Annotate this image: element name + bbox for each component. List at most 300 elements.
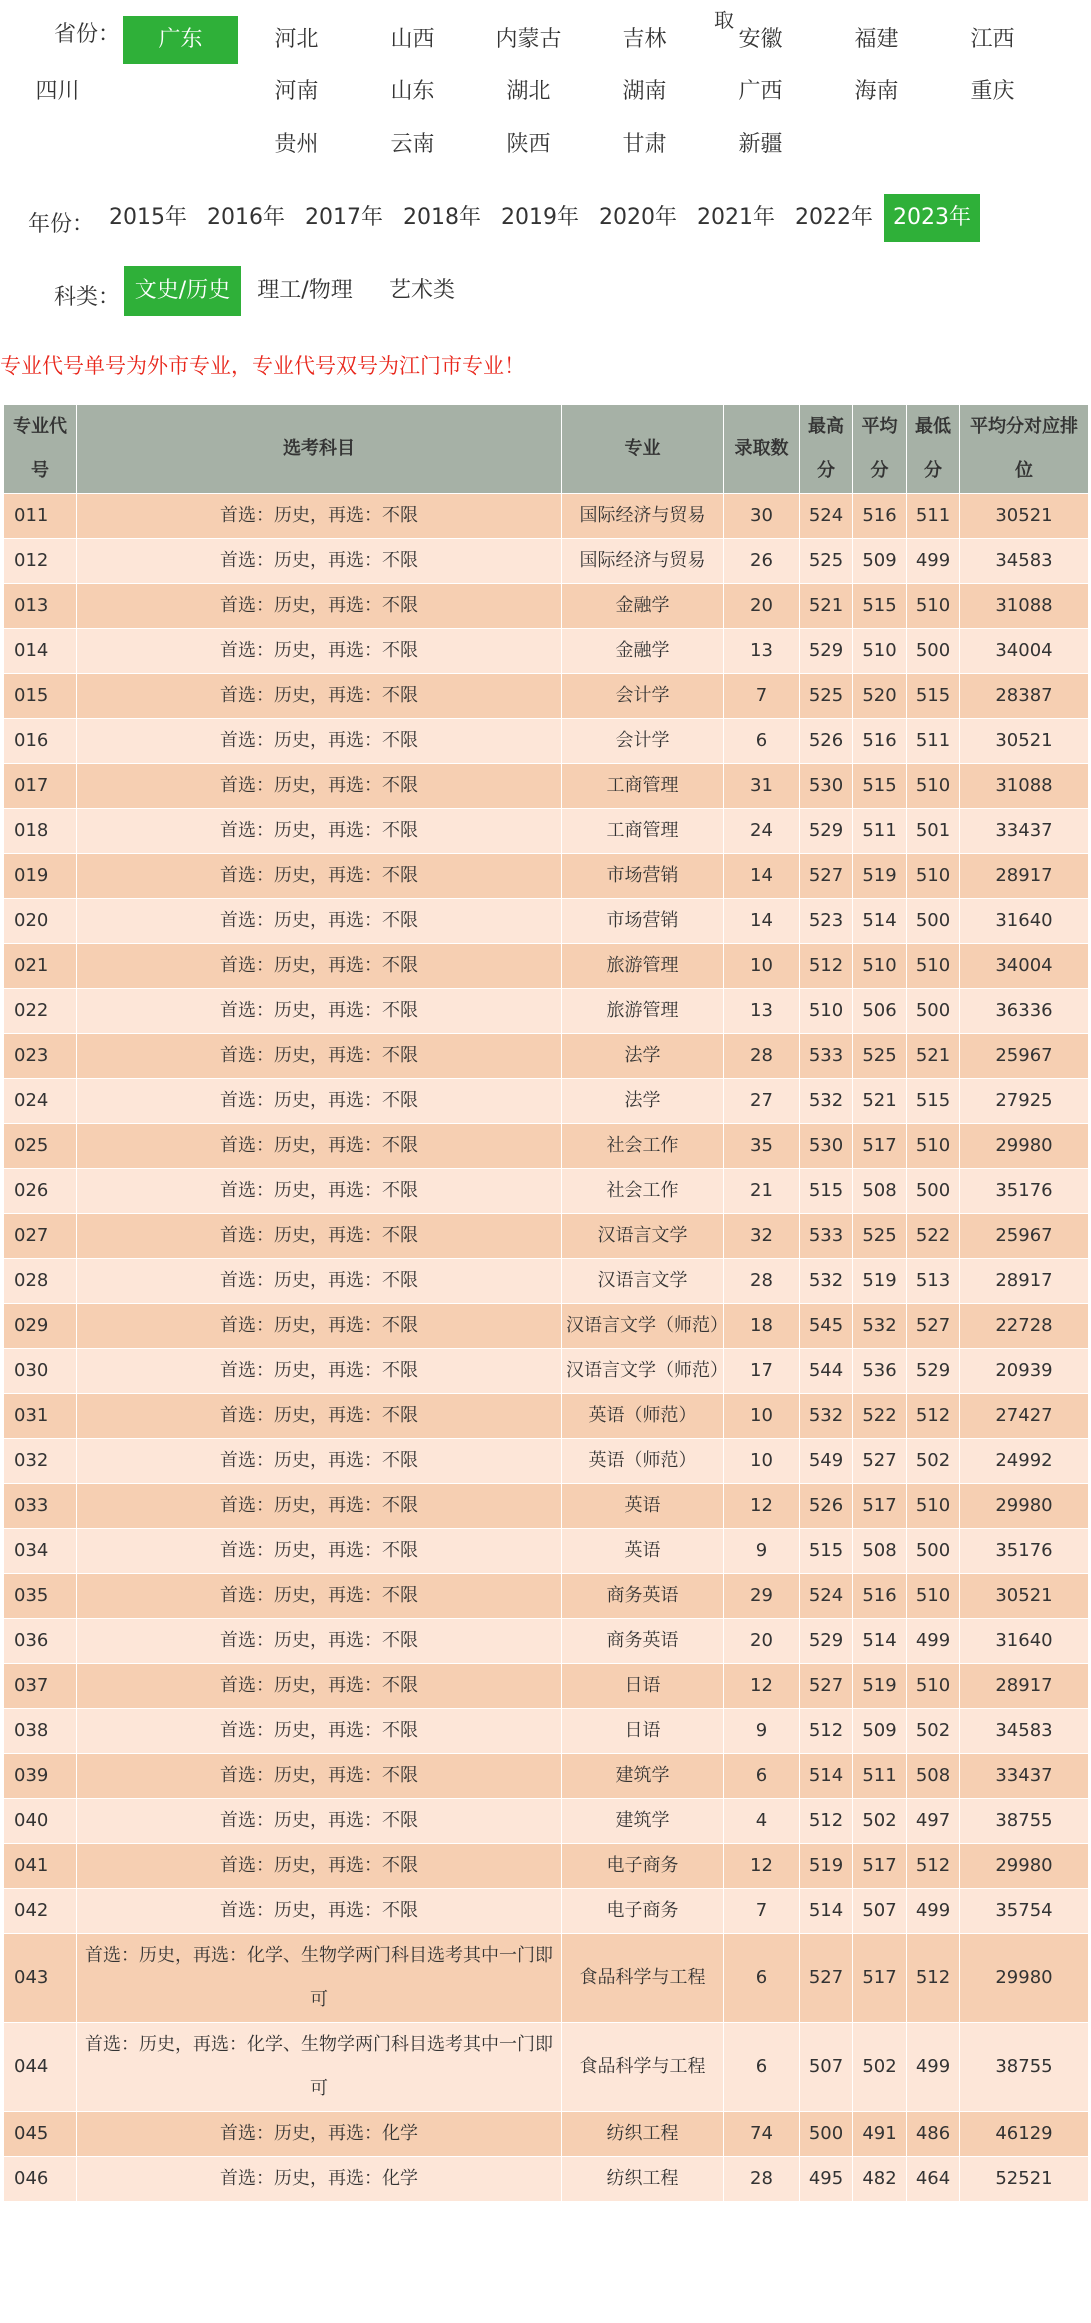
major-code-cell: 022 — [4, 989, 77, 1034]
province-option[interactable]: 贵州 — [274, 132, 319, 157]
max-score-cell: 524 — [800, 1574, 853, 1619]
min-score-cell: 500 — [907, 629, 960, 674]
province-option[interactable]: 安徽 — [738, 27, 783, 52]
min-score-cell: 510 — [907, 854, 960, 899]
table-row — [4, 1709, 1089, 1754]
min-score-cell: 512 — [907, 1934, 960, 2023]
min-score-cell: 502 — [907, 1709, 960, 1754]
table-row — [4, 494, 1089, 539]
subject-requirement-cell: 首选：历史，再选：不限 — [77, 1754, 562, 1799]
admitted-count-cell: 6 — [724, 719, 800, 764]
avg-rank-cell: 20939 — [960, 1349, 1089, 1394]
max-score-cell: 532 — [800, 1259, 853, 1304]
major-code-cell: 016 — [4, 719, 77, 764]
column-header: 选考科目 — [77, 405, 562, 494]
year-option[interactable]: 2015年 — [109, 205, 187, 230]
admitted-count-cell: 13 — [724, 989, 800, 1034]
table-row — [4, 1619, 1089, 1664]
table-header-row — [4, 405, 1089, 494]
major-name-cell: 旅游管理 — [562, 944, 724, 989]
min-score-cell: 521 — [907, 1034, 960, 1079]
avg-score-cell: 507 — [853, 1889, 907, 1934]
major-code-cell: 011 — [4, 494, 77, 539]
admitted-count-cell: 28 — [724, 1034, 800, 1079]
max-score-cell: 507 — [800, 2023, 853, 2112]
avg-rank-cell: 31640 — [960, 899, 1089, 944]
min-score-cell: 510 — [907, 584, 960, 629]
major-name-cell: 工商管理 — [562, 809, 724, 854]
admitted-count-cell: 31 — [724, 764, 800, 809]
year-option[interactable]: 2023年 — [884, 194, 980, 242]
subject-requirement-cell: 首选：历史，再选：不限 — [77, 1394, 562, 1439]
admitted-count-cell: 74 — [724, 2112, 800, 2157]
major-code-cell: 040 — [4, 1799, 77, 1844]
admitted-count-cell: 32 — [724, 1214, 800, 1259]
subject-requirement-cell: 首选：历史，再选：不限 — [77, 1349, 562, 1394]
major-code-cell: 014 — [4, 629, 77, 674]
major-name-cell: 社会工作 — [562, 1124, 724, 1169]
major-name-cell: 日语 — [562, 1709, 724, 1754]
major-name-cell: 商务英语 — [562, 1619, 724, 1664]
subject-requirement-cell: 首选：历史，再选：不限 — [77, 719, 562, 764]
column-header: 录取数 — [724, 405, 800, 494]
avg-score-cell: 517 — [853, 1484, 907, 1529]
table-row — [4, 809, 1089, 854]
admitted-count-cell: 20 — [724, 584, 800, 629]
admitted-count-cell: 21 — [724, 1169, 800, 1214]
year-option[interactable]: 2016年 — [207, 205, 285, 230]
subject-requirement-cell: 首选：历史，再选：化学 — [77, 2157, 562, 2202]
avg-rank-cell: 24992 — [960, 1439, 1089, 1484]
min-score-cell: 512 — [907, 1844, 960, 1889]
avg-score-cell: 519 — [853, 854, 907, 899]
province-option[interactable]: 陕西 — [506, 132, 551, 157]
table-body — [4, 494, 1089, 2202]
major-code-cell: 017 — [4, 764, 77, 809]
admitted-count-cell: 9 — [724, 1709, 800, 1754]
major-code-cell: 046 — [4, 2157, 77, 2202]
year-option[interactable]: 2017年 — [305, 205, 383, 230]
max-score-cell: 544 — [800, 1349, 853, 1394]
max-score-cell: 515 — [800, 1529, 853, 1574]
major-code-cell: 019 — [4, 854, 77, 899]
major-code-cell: 013 — [4, 584, 77, 629]
table-row — [4, 764, 1089, 809]
max-score-cell: 532 — [800, 1079, 853, 1124]
max-score-cell: 529 — [800, 809, 853, 854]
major-code-cell: 037 — [4, 1664, 77, 1709]
avg-score-cell: 509 — [853, 1709, 907, 1754]
avg-rank-cell: 31088 — [960, 764, 1089, 809]
max-score-cell: 545 — [800, 1304, 853, 1349]
max-score-cell: 533 — [800, 1034, 853, 1079]
min-score-cell: 527 — [907, 1304, 960, 1349]
subject-requirement-cell: 首选：历史，再选：不限 — [77, 1439, 562, 1484]
min-score-cell: 511 — [907, 719, 960, 764]
major-name-cell: 电子商务 — [562, 1844, 724, 1889]
table-row — [4, 2112, 1089, 2157]
subject-requirement-cell: 首选：历史，再选：化学、生物学两门科目选考其中一门即可 — [77, 2023, 562, 2112]
admitted-count-cell: 24 — [724, 809, 800, 854]
major-name-cell: 金融学 — [562, 584, 724, 629]
column-header: 平均分 — [853, 405, 907, 494]
major-name-cell: 会计学 — [562, 719, 724, 764]
max-score-cell: 533 — [800, 1214, 853, 1259]
admitted-count-cell: 10 — [724, 1439, 800, 1484]
avg-rank-cell: 35176 — [960, 1169, 1089, 1214]
min-score-cell: 500 — [907, 1529, 960, 1574]
avg-score-cell: 527 — [853, 1439, 907, 1484]
major-name-cell: 纺织工程 — [562, 2157, 724, 2202]
major-name-cell: 汉语言文学 — [562, 1259, 724, 1304]
avg-score-cell: 508 — [853, 1169, 907, 1214]
admitted-count-cell: 26 — [724, 539, 800, 584]
table-row — [4, 854, 1089, 899]
province-option[interactable]: 山西 — [390, 27, 435, 52]
major-name-cell: 英语 — [562, 1484, 724, 1529]
major-code-cell: 020 — [4, 899, 77, 944]
avg-rank-cell: 38755 — [960, 1799, 1089, 1844]
province-option[interactable]: 吉林 — [622, 27, 667, 52]
max-score-cell: 527 — [800, 854, 853, 899]
max-score-cell: 519 — [800, 1844, 853, 1889]
province-option[interactable]: 广西 — [738, 79, 783, 104]
avg-score-cell: 536 — [853, 1349, 907, 1394]
avg-score-cell: 502 — [853, 1799, 907, 1844]
admitted-count-cell: 28 — [724, 2157, 800, 2202]
avg-score-cell: 516 — [853, 719, 907, 764]
major-name-cell: 建筑学 — [562, 1799, 724, 1844]
avg-score-cell: 506 — [853, 989, 907, 1034]
subject-requirement-cell: 首选：历史，再选：不限 — [77, 854, 562, 899]
min-score-cell: 522 — [907, 1214, 960, 1259]
admitted-count-cell: 6 — [724, 1754, 800, 1799]
table-row — [4, 584, 1089, 629]
avg-score-cell: 511 — [853, 1754, 907, 1799]
avg-score-cell: 514 — [853, 899, 907, 944]
avg-rank-cell: 46129 — [960, 2112, 1089, 2157]
avg-score-cell: 525 — [853, 1034, 907, 1079]
table-row — [4, 1799, 1089, 1844]
avg-score-cell: 517 — [853, 1124, 907, 1169]
table-row — [4, 1664, 1089, 1709]
avg-score-cell: 522 — [853, 1394, 907, 1439]
major-code-cell: 030 — [4, 1349, 77, 1394]
admitted-count-cell: 12 — [724, 1484, 800, 1529]
province-option[interactable]: 河南 — [274, 79, 319, 104]
avg-rank-cell: 36336 — [960, 989, 1089, 1034]
major-code-cell: 043 — [4, 1934, 77, 2023]
max-score-cell: 512 — [800, 1799, 853, 1844]
min-score-cell: 500 — [907, 899, 960, 944]
admitted-count-cell: 12 — [724, 1844, 800, 1889]
min-score-cell: 500 — [907, 989, 960, 1034]
max-score-cell: 514 — [800, 1754, 853, 1799]
subject-requirement-cell: 首选：历史，再选：不限 — [77, 989, 562, 1034]
major-name-cell: 英语 — [562, 1529, 724, 1574]
subject-requirement-cell: 首选：历史，再选：不限 — [77, 1574, 562, 1619]
avg-rank-cell: 22728 — [960, 1304, 1089, 1349]
max-score-cell: 526 — [800, 1484, 853, 1529]
subject-requirement-cell: 首选：历史，再选：不限 — [77, 809, 562, 854]
min-score-cell: 499 — [907, 2023, 960, 2112]
table-row — [4, 1844, 1089, 1889]
max-score-cell: 529 — [800, 1619, 853, 1664]
min-score-cell: 510 — [907, 1484, 960, 1529]
table-row — [4, 1529, 1089, 1574]
major-name-cell: 纺织工程 — [562, 2112, 724, 2157]
avg-score-cell: 525 — [853, 1214, 907, 1259]
table-row — [4, 1574, 1089, 1619]
year-option[interactable]: 2022年 — [795, 205, 873, 230]
category-option[interactable]: 理工/物理 — [257, 278, 353, 303]
major-code-cell: 036 — [4, 1619, 77, 1664]
category-label: 科类： — [54, 285, 121, 310]
min-score-cell: 464 — [907, 2157, 960, 2202]
column-header: 专业 — [562, 405, 724, 494]
max-score-cell: 495 — [800, 2157, 853, 2202]
major-code-cell: 034 — [4, 1529, 77, 1574]
admitted-count-cell: 7 — [724, 674, 800, 719]
subject-requirement-cell: 首选：历史，再选：不限 — [77, 764, 562, 809]
max-score-cell: 521 — [800, 584, 853, 629]
admitted-count-cell: 30 — [724, 494, 800, 539]
min-score-cell: 512 — [907, 1394, 960, 1439]
major-code-cell: 041 — [4, 1844, 77, 1889]
admitted-count-cell: 10 — [724, 1394, 800, 1439]
min-score-cell: 499 — [907, 1619, 960, 1664]
admitted-count-cell: 14 — [724, 854, 800, 899]
year-label: 年份： — [28, 212, 95, 237]
subject-requirement-cell: 首选：历史，再选：不限 — [77, 494, 562, 539]
major-name-cell: 日语 — [562, 1664, 724, 1709]
subject-requirement-cell: 首选：历史，再选：不限 — [77, 584, 562, 629]
min-score-cell: 510 — [907, 1574, 960, 1619]
min-score-cell: 513 — [907, 1259, 960, 1304]
subject-requirement-cell: 首选：历史，再选：化学、生物学两门科目选考其中一门即可 — [77, 1934, 562, 2023]
subject-requirement-cell: 首选：历史，再选：化学 — [77, 2112, 562, 2157]
category-option[interactable]: 艺术类 — [388, 278, 455, 303]
subject-requirement-cell: 首选：历史，再选：不限 — [77, 1079, 562, 1124]
major-code-cell: 033 — [4, 1484, 77, 1529]
avg-rank-cell: 30521 — [960, 494, 1089, 539]
major-code-cell: 032 — [4, 1439, 77, 1484]
avg-score-cell: 517 — [853, 1934, 907, 2023]
min-score-cell: 497 — [907, 1799, 960, 1844]
avg-score-cell: 482 — [853, 2157, 907, 2202]
table-row — [4, 1439, 1089, 1484]
major-name-cell: 法学 — [562, 1034, 724, 1079]
major-name-cell: 电子商务 — [562, 1889, 724, 1934]
major-name-cell: 市场营销 — [562, 854, 724, 899]
major-code-cell: 031 — [4, 1394, 77, 1439]
major-name-cell: 英语（师范） — [562, 1439, 724, 1484]
table-row — [4, 1889, 1089, 1934]
subject-requirement-cell: 首选：历史，再选：不限 — [77, 674, 562, 719]
province-option[interactable]: 四川 — [35, 79, 80, 104]
subject-requirement-cell: 首选：历史，再选：不限 — [77, 1619, 562, 1664]
max-score-cell: 500 — [800, 2112, 853, 2157]
subject-requirement-cell: 首选：历史，再选：不限 — [77, 1529, 562, 1574]
avg-rank-cell: 29980 — [960, 1484, 1089, 1529]
major-code-cell: 029 — [4, 1304, 77, 1349]
max-score-cell: 527 — [800, 1664, 853, 1709]
avg-rank-cell: 25967 — [960, 1214, 1089, 1259]
major-code-cell: 025 — [4, 1124, 77, 1169]
major-code-cell: 021 — [4, 944, 77, 989]
avg-score-cell: 491 — [853, 2112, 907, 2157]
min-score-cell: 501 — [907, 809, 960, 854]
province-option[interactable]: 江西 — [970, 27, 1015, 52]
avg-rank-cell: 25967 — [960, 1034, 1089, 1079]
admitted-count-cell: 35 — [724, 1124, 800, 1169]
admission-score-table — [3, 404, 1089, 2202]
max-score-cell: 530 — [800, 1124, 853, 1169]
major-code-cell: 023 — [4, 1034, 77, 1079]
admitted-count-cell: 18 — [724, 1304, 800, 1349]
major-name-cell: 法学 — [562, 1079, 724, 1124]
table-row — [4, 1079, 1089, 1124]
avg-rank-cell: 35176 — [960, 1529, 1089, 1574]
avg-rank-cell: 31088 — [960, 584, 1089, 629]
table-row — [4, 629, 1089, 674]
min-score-cell: 499 — [907, 539, 960, 584]
avg-score-cell: 511 — [853, 809, 907, 854]
subject-requirement-cell: 首选：历史，再选：不限 — [77, 1034, 562, 1079]
year-option[interactable]: 2021年 — [697, 205, 775, 230]
table-row — [4, 1169, 1089, 1214]
avg-score-cell: 519 — [853, 1664, 907, 1709]
major-code-cell: 015 — [4, 674, 77, 719]
min-score-cell: 510 — [907, 1124, 960, 1169]
subject-requirement-cell: 首选：历史，再选：不限 — [77, 1169, 562, 1214]
admitted-count-cell: 27 — [724, 1079, 800, 1124]
avg-rank-cell: 38755 — [960, 2023, 1089, 2112]
avg-rank-cell: 33437 — [960, 809, 1089, 854]
max-score-cell: 523 — [800, 899, 853, 944]
max-score-cell: 526 — [800, 719, 853, 764]
avg-score-cell: 510 — [853, 629, 907, 674]
subject-requirement-cell: 首选：历史，再选：不限 — [77, 1124, 562, 1169]
subject-requirement-cell: 首选：历史，再选：不限 — [77, 539, 562, 584]
max-score-cell: 514 — [800, 1889, 853, 1934]
avg-score-cell: 508 — [853, 1529, 907, 1574]
min-score-cell: 510 — [907, 764, 960, 809]
avg-rank-cell: 28387 — [960, 674, 1089, 719]
category-option[interactable]: 文史/历史 — [124, 266, 241, 316]
table-row — [4, 1124, 1089, 1169]
avg-rank-cell: 31640 — [960, 1619, 1089, 1664]
avg-score-cell: 521 — [853, 1079, 907, 1124]
max-score-cell: 512 — [800, 1709, 853, 1754]
province-option[interactable]: 广东 — [123, 16, 238, 64]
major-name-cell: 汉语言文学（师范） — [562, 1349, 724, 1394]
province-option[interactable]: 湖南 — [622, 79, 667, 104]
year-option[interactable]: 2020年 — [599, 205, 677, 230]
admitted-count-cell: 10 — [724, 944, 800, 989]
avg-score-cell: 520 — [853, 674, 907, 719]
table-row — [4, 1934, 1089, 2023]
province-option[interactable]: 河北 — [274, 27, 319, 52]
avg-rank-cell: 33437 — [960, 1754, 1089, 1799]
major-code-cell: 039 — [4, 1754, 77, 1799]
province-option[interactable]: 新疆 — [738, 132, 783, 157]
province-option[interactable]: 重庆 — [970, 79, 1015, 104]
province-option[interactable]: 海南 — [854, 79, 899, 104]
admitted-count-cell: 4 — [724, 1799, 800, 1844]
province-option[interactable]: 山东 — [390, 79, 435, 104]
max-score-cell: 530 — [800, 764, 853, 809]
table-row — [4, 944, 1089, 989]
major-name-cell: 金融学 — [562, 629, 724, 674]
min-score-cell: 486 — [907, 2112, 960, 2157]
admitted-count-cell: 6 — [724, 2023, 800, 2112]
province-option[interactable]: 云南 — [390, 132, 435, 157]
subject-requirement-cell: 首选：历史，再选：不限 — [77, 1214, 562, 1259]
major-name-cell: 商务英语 — [562, 1574, 724, 1619]
avg-rank-cell: 29980 — [960, 1844, 1089, 1889]
major-name-cell: 食品科学与工程 — [562, 1934, 724, 2023]
admitted-count-cell: 28 — [724, 1259, 800, 1304]
admitted-count-cell: 29 — [724, 1574, 800, 1619]
subject-requirement-cell: 首选：历史，再选：不限 — [77, 1484, 562, 1529]
major-code-cell: 044 — [4, 2023, 77, 2112]
max-score-cell: 549 — [800, 1439, 853, 1484]
avg-rank-cell: 30521 — [960, 719, 1089, 764]
avg-score-cell: 532 — [853, 1304, 907, 1349]
province-option[interactable]: 内蒙古 — [495, 27, 562, 52]
major-code-cell: 035 — [4, 1574, 77, 1619]
admitted-count-cell: 7 — [724, 1889, 800, 1934]
avg-rank-cell: 28917 — [960, 854, 1089, 899]
major-code-cell: 038 — [4, 1709, 77, 1754]
avg-score-cell: 516 — [853, 494, 907, 539]
province-option[interactable]: 湖北 — [506, 79, 551, 104]
column-header: 最低分 — [907, 405, 960, 494]
table-row — [4, 1394, 1089, 1439]
avg-rank-cell: 34004 — [960, 629, 1089, 674]
max-score-cell: 515 — [800, 1169, 853, 1214]
min-score-cell: 529 — [907, 1349, 960, 1394]
table-row — [4, 899, 1089, 944]
major-code-cell: 024 — [4, 1079, 77, 1124]
table-row — [4, 989, 1089, 1034]
major-name-cell: 国际经济与贸易 — [562, 539, 724, 584]
notice-text: 专业代号单号为外市专业，专业代号双号为江门市专业！ — [0, 354, 525, 378]
min-score-cell: 502 — [907, 1439, 960, 1484]
major-name-cell: 旅游管理 — [562, 989, 724, 1034]
province-label: 省份： — [54, 22, 121, 47]
min-score-cell: 499 — [907, 1889, 960, 1934]
avg-score-cell: 515 — [853, 764, 907, 809]
year-option[interactable]: 2019年 — [501, 205, 579, 230]
province-option[interactable]: 甘肃 — [622, 132, 667, 157]
subject-requirement-cell: 首选：历史，再选：不限 — [77, 1844, 562, 1889]
province-option[interactable]: 福建 — [854, 27, 899, 52]
table-row — [4, 1484, 1089, 1529]
subject-requirement-cell: 首选：历史，再选：不限 — [77, 944, 562, 989]
year-option[interactable]: 2018年 — [403, 205, 481, 230]
subject-requirement-cell: 首选：历史，再选：不限 — [77, 1709, 562, 1754]
avg-score-cell: 517 — [853, 1844, 907, 1889]
subject-requirement-cell: 首选：历史，再选：不限 — [77, 1259, 562, 1304]
avg-rank-cell: 35754 — [960, 1889, 1089, 1934]
subject-requirement-cell: 首选：历史，再选：不限 — [77, 1304, 562, 1349]
subject-requirement-cell: 首选：历史，再选：不限 — [77, 899, 562, 944]
table-row — [4, 1349, 1089, 1394]
subject-requirement-cell: 首选：历史，再选：不限 — [77, 629, 562, 674]
min-score-cell: 515 — [907, 674, 960, 719]
